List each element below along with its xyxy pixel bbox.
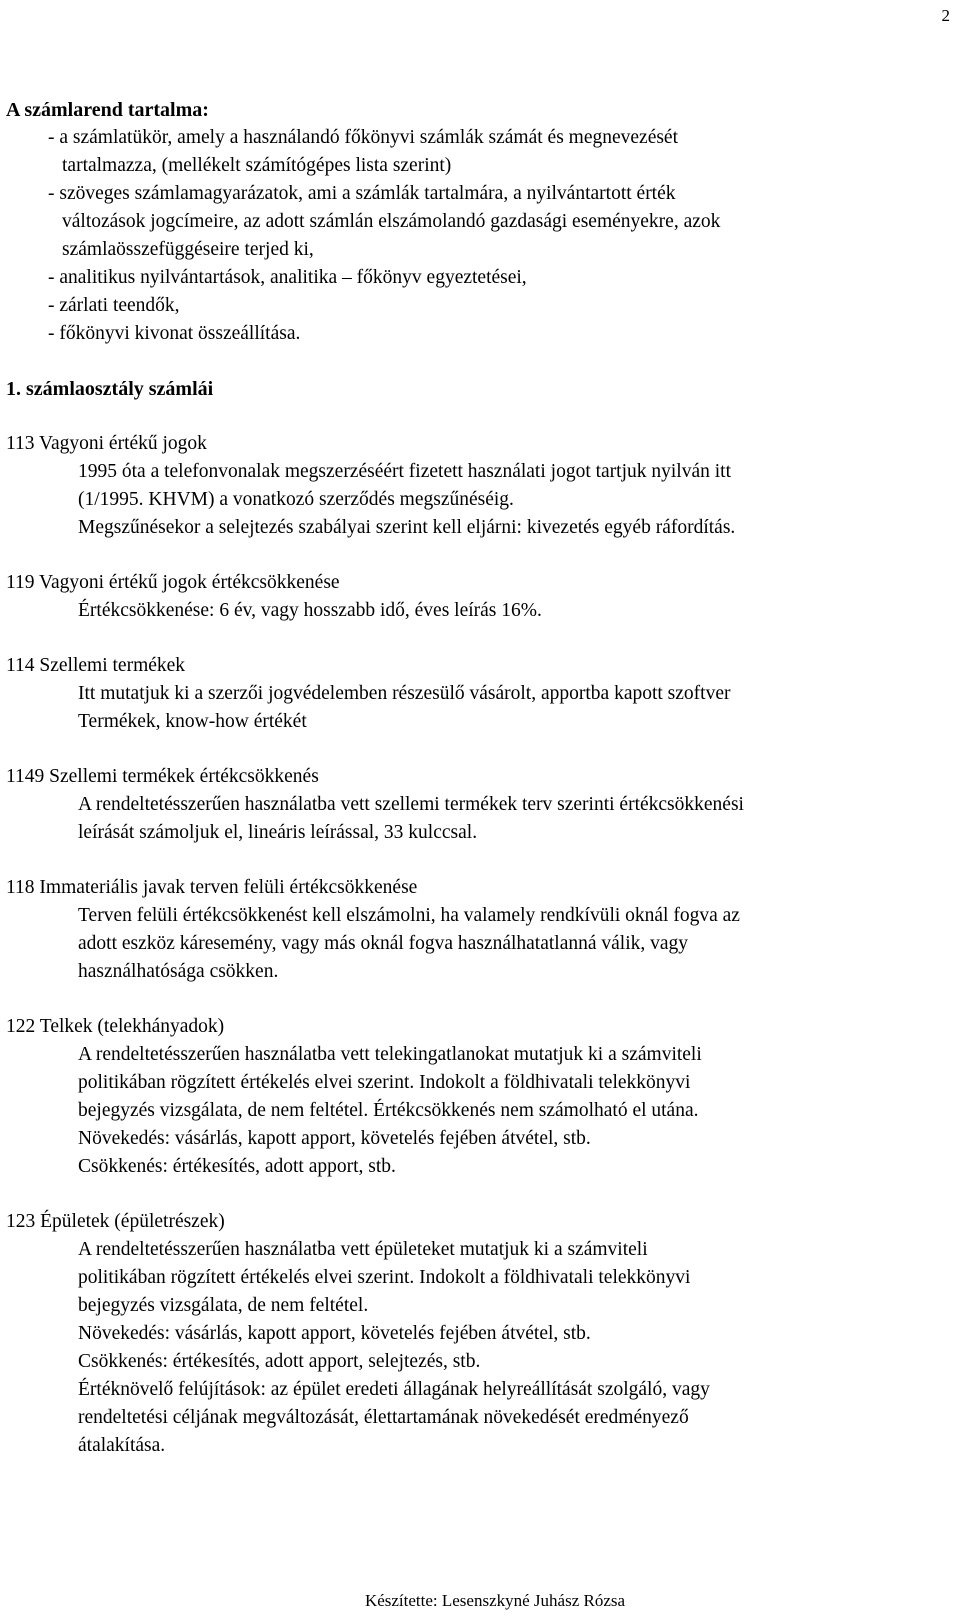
account-description-line: Növekedés: vásárlás, kapott apport, követelés fejében átvétel, stb. [78,1128,591,1149]
section-heading-szamlarend: A számlarend tartalma: [6,99,209,121]
account-title: 113 Vagyoni értékű jogok [6,433,207,454]
list-item-continuation: tartalmazza, (mellékelt számítógépes lista szerint) [62,155,452,176]
page-number: 2 [941,6,950,25]
list-item: - szöveges számlamagyarázatok, ami a számlák tartalmára, a nyilvántartott érték [48,183,676,204]
account-description-line: Csökkenés: értékesítés, adott apport, stb. [78,1156,396,1177]
account-entry [6,569,951,625]
account-description-line: rendeltetési céljának megváltozását, élettartamának növekedését eredményező [78,1407,689,1428]
list-item: - főkönyvi kivonat összeállítása. [48,323,301,344]
account-description-line: politikában rögzített értékelés elvei szerint. Indokolt a földhivatali telekkönyvi [78,1267,691,1288]
account-title: 122 Telkek (telekhányadok) [6,1016,225,1037]
list-item-continuation: számlaösszefüggéseire terjed ki, [62,239,314,260]
account-entry [6,763,951,847]
account-description-line: Növekedés: vásárlás, kapott apport, követelés fejében átvétel, stb. [78,1323,591,1344]
account-description-line: bejegyzés vizsgálata, de nem feltétel. [78,1295,369,1316]
account-title: 1149 Szellemi termékek értékcsökkenés [6,766,319,787]
account-description-line: A rendeltetésszerűen használatba vett épületeket mutatjuk ki a számviteli [78,1239,648,1260]
document-body [6,96,951,1460]
list-item: - zárlati teendők, [48,295,180,316]
account-entry [6,874,951,986]
account-description-line: bejegyzés vizsgálata, de nem feltétel. Értékcsökkenés nem számolható el utána. [78,1100,699,1121]
section-heading-class1: 1. számlaosztály számlái [6,378,214,400]
account-entry [6,652,951,736]
account-entry [6,1013,951,1181]
account-description-line: Terven felüli értékcsökkenést kell elszámolni, ha valamely rendkívüli oknál fogva az [78,905,740,926]
account-description-line: leírását számoljuk el, lineáris leírással, 33 kulccsal. [78,822,478,843]
account-description-line: A rendeltetésszerűen használatba vett szellemi termékek terv szerinti értékcsökkenési [78,794,744,815]
intro-list [48,124,951,348]
account-description-line: 1995 óta a telefonvonalak megszerzéséért fizetett használati jogot tartjuk nyilván itt [78,461,732,482]
account-title: 123 Épületek (épületrészek) [6,1211,225,1232]
list-item-continuation: változások jogcímeire, az adott számlán elszámolandó gazdasági eseményekre, azok [62,211,721,232]
account-description-line: Értéknövelő felújítások: az épület eredeti állagának helyreállítását szolgáló, vagy [78,1379,710,1400]
list-item: - a számlatükör, amely a használandó főkönyvi számlák számát és megnevezését [48,127,679,148]
account-entry [6,1208,951,1460]
account-title: 114 Szellemi termékek [6,655,186,676]
account-description-line: adott eszköz káresemény, vagy más oknál fogva használhatatlanná válik, vagy [78,933,689,954]
list-item: - analitikus nyilvántartások, analitika – főkönyv egyeztetései, [48,267,527,288]
account-entries [6,430,951,1460]
account-description-line: Termékek, know-how értékét [78,711,307,732]
account-description-line: politikában rögzített értékelés elvei szerint. Indokolt a földhivatali telekkönyvi [78,1072,691,1093]
account-description-line: átalakítása. [78,1435,166,1456]
footer-author: Készítette: Lesenszkyné Juhász Rózsa [364,1591,626,1610]
account-description-line: (1/1995. KHVM) a vonatkozó szerződés megszűnéséig. [78,489,514,510]
account-description-line: A rendeltetésszerűen használatba vett telekingatlanokat mutatjuk ki a számviteli [78,1044,702,1065]
account-title: 118 Immateriális javak terven felüli értékcsökkenése [6,877,418,898]
account-description-line: Értékcsökkenése: 6 év, vagy hosszabb idő, éves leírás 16%. [78,600,542,621]
account-description-line: Megszűnésekor a selejtezés szabályai szerint kell eljárni: kivezetés egyéb ráfordítás. [78,517,736,538]
account-description-line: Itt mutatjuk ki a szerzői jogvédelemben részesülő vásárolt, apportba kapott szoftver [78,683,731,704]
account-description-line: használhatósága csökken. [78,961,279,982]
account-description-line: Csökkenés: értékesítés, adott apport, selejtezés, stb. [78,1351,481,1372]
account-title: 119 Vagyoni értékű jogok értékcsökkenése [6,572,340,593]
account-entry [6,430,951,542]
